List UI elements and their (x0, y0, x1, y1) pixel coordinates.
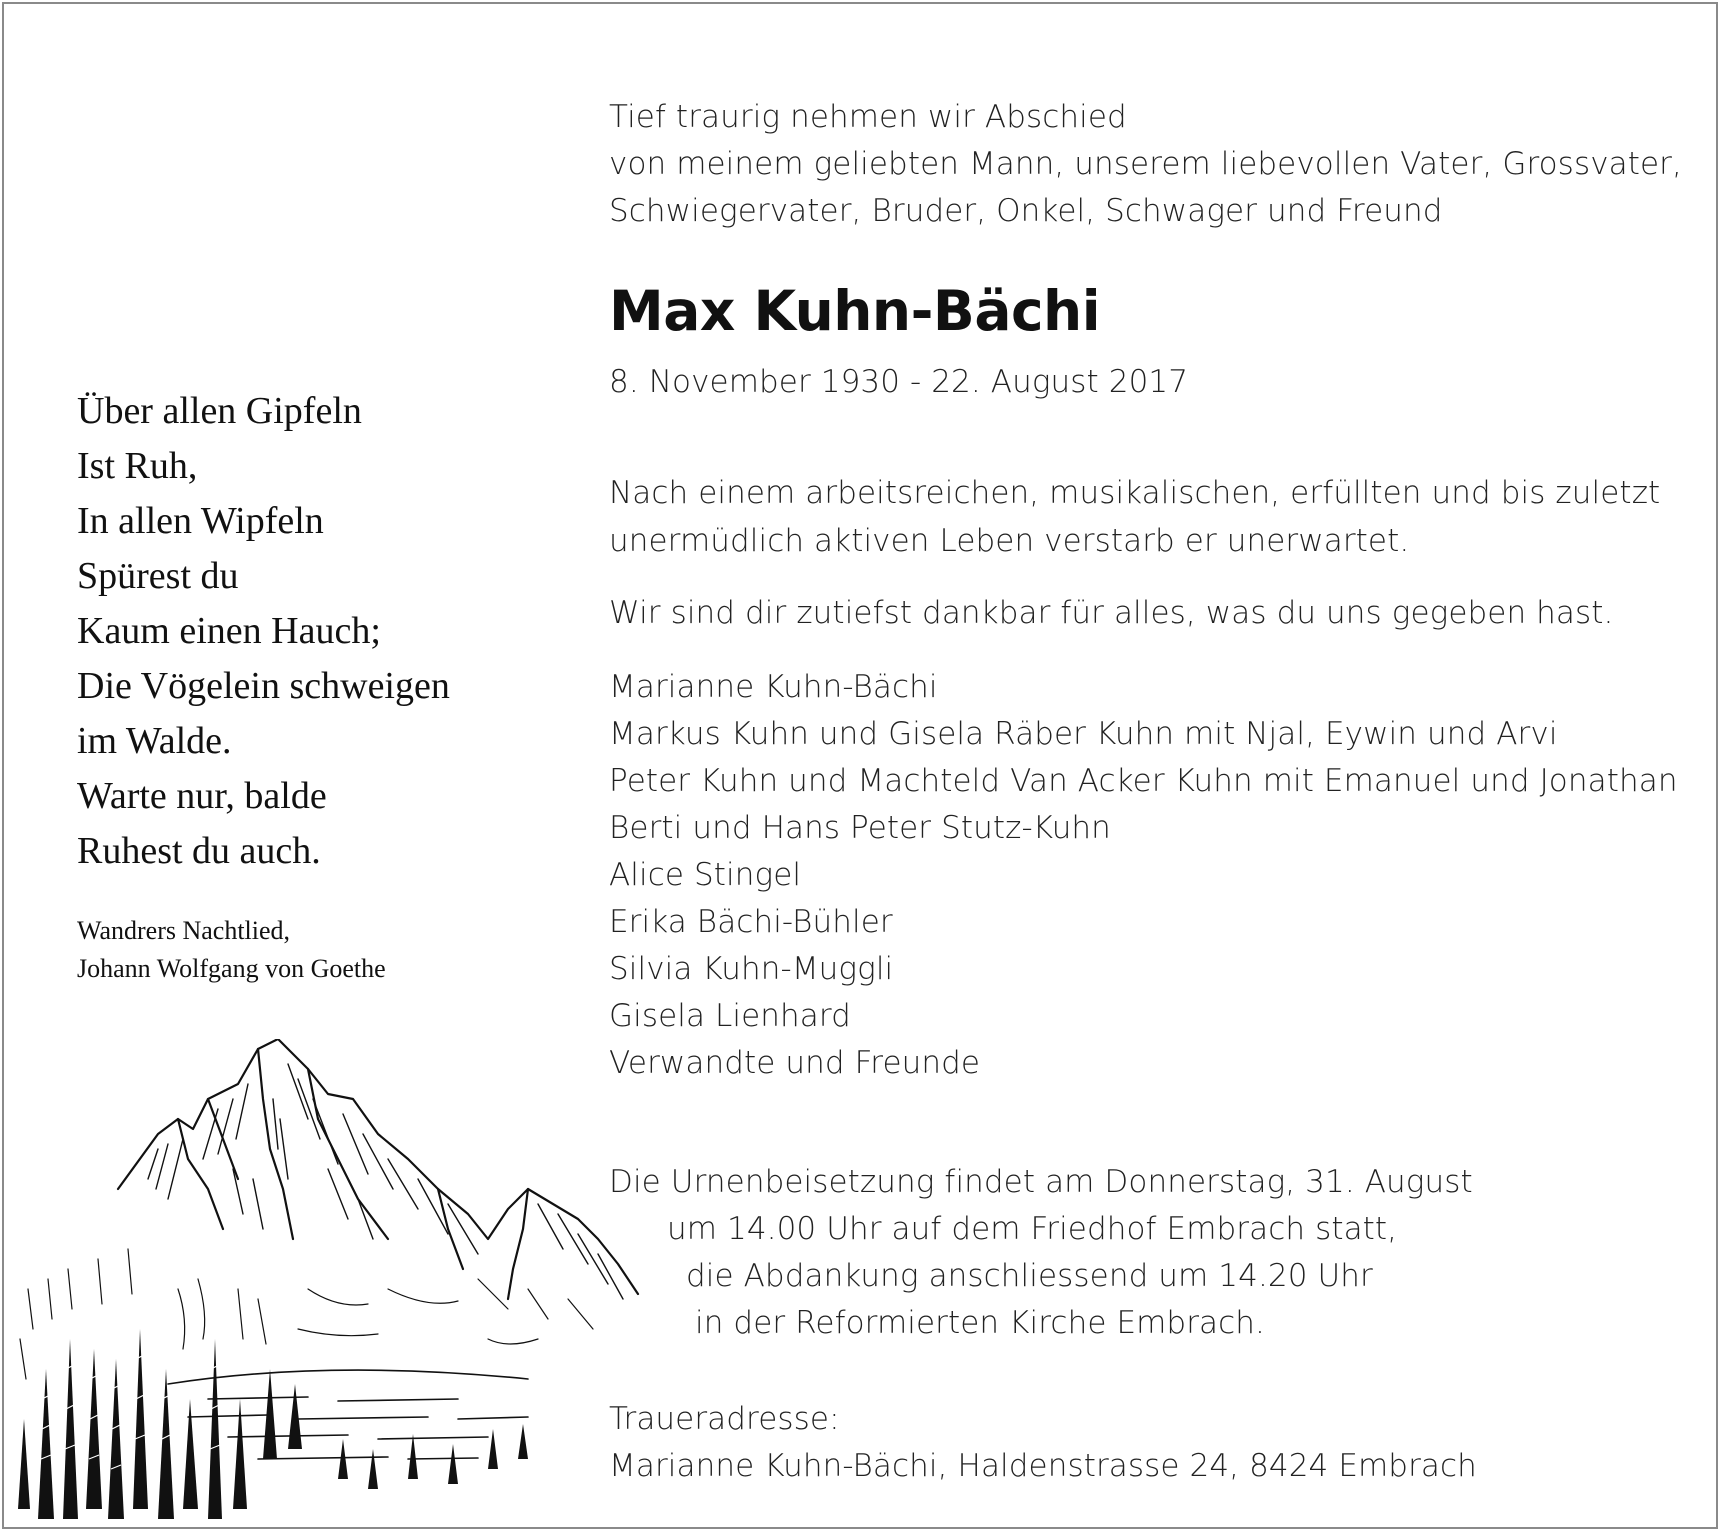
deceased-name: Max Kuhn-Bächi (609, 279, 1101, 343)
mountain-forest-sketch-icon (8, 1039, 648, 1524)
poem-source-author: Johann Wolfgang von Goethe (77, 954, 386, 983)
address-value: Marianne Kuhn-Bächi, Haldenstrasse 24, 8424 Embrach (609, 1448, 1477, 1484)
service-line: in der Reformierten Kirche Embrach. (695, 1305, 1265, 1341)
gratitude-paragraph: Wir sind dir zutiefst dankbar für alles, was du uns gegeben hast. (609, 595, 1614, 631)
family-member: Peter Kuhn und Machteld Van Acker Kuhn mit Emanuel und Jonathan (609, 763, 1678, 799)
poem-line: Kaum einen Hauch; (77, 610, 381, 652)
service-details (609, 1159, 1473, 1347)
intro-line: Schwiegervater, Bruder, Onkel, Schwager und Freund (609, 193, 1443, 229)
poem-line: Die Vögelein schweigen (77, 665, 450, 707)
intro-line: von meinem geliebten Mann, unserem liebevollen Vater, Grossvater, (609, 146, 1682, 182)
family-member: Verwandte und Freunde (609, 1045, 981, 1081)
poem-source (77, 912, 386, 988)
service-line: um 14.00 Uhr auf dem Friedhof Embrach statt, (667, 1211, 1398, 1247)
poem-line: Warte nur, balde (77, 775, 327, 817)
family-member: Silvia Kuhn-Muggli (609, 951, 894, 987)
intro-text (609, 94, 1682, 235)
family-list (609, 664, 1678, 1087)
intro-line: Tief traurig nehmen wir Abschied (609, 99, 1127, 135)
poem-line: In allen Wipfeln (77, 500, 324, 542)
life-dates: 8. November 1930 - 22. August 2017 (609, 364, 1189, 400)
family-member: Alice Stingel (609, 857, 802, 893)
service-line: Die Urnenbeisetzung findet am Donnerstag, 31. August (609, 1164, 1473, 1200)
poem-line: Ist Ruh, (77, 445, 198, 487)
poem (77, 384, 450, 879)
poem-line: Über allen Gipfeln (77, 390, 362, 432)
poem-line: Ruhest du auch. (77, 830, 321, 872)
service-line: die Abdankung anschliessend um 14.20 Uhr (686, 1258, 1373, 1294)
tribute-line: Nach einem arbeitsreichen, musikalischen, erfüllten und bis zuletzt (609, 475, 1661, 511)
family-member: Erika Bächi-Bühler (609, 904, 893, 940)
poem-line: im Walde. (77, 720, 232, 762)
address-label: Traueradresse: (609, 1401, 840, 1437)
poem-source-title: Wandrers Nachtlied, (77, 916, 291, 945)
family-member: Markus Kuhn und Gisela Räber Kuhn mit Njal, Eywin und Arvi (609, 716, 1558, 752)
family-member: Berti und Hans Peter Stutz-Kuhn (609, 810, 1111, 846)
poem-line: Spürest du (77, 555, 239, 597)
obituary-card (2, 2, 1718, 1529)
tribute-paragraph (609, 469, 1660, 565)
mourning-address (609, 1396, 1477, 1490)
family-member: Marianne Kuhn-Bächi (609, 669, 938, 705)
family-member: Gisela Lienhard (609, 998, 851, 1034)
tribute-line: unermüdlich aktiven Leben verstarb er unerwartet. (609, 523, 1410, 559)
